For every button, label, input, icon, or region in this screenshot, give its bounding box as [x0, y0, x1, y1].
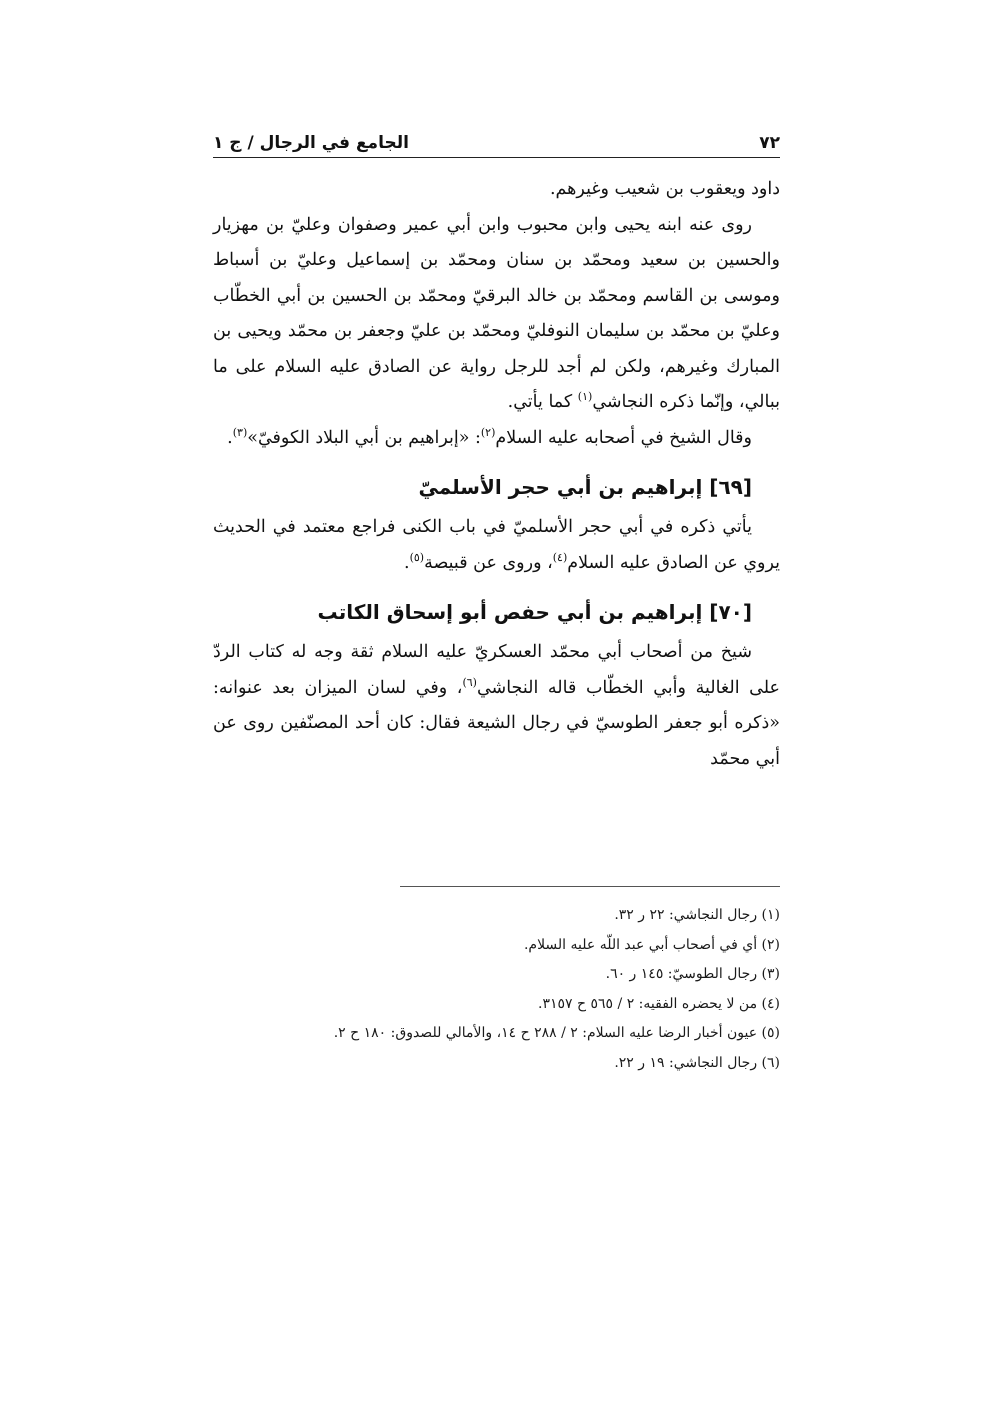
footnote-2: (٢) أي في أصحاب أبي عبد اللّه عليه السلام. [523, 936, 780, 953]
entry-text-69: يأتي ذكره في أبي حجر الأسلميّ في باب الكنى فراجع معتمد في الحديث يروي عن الصادق عليه السلام$^{(٤)}$، وروى عن قبيصة$^{(٥)}$. [213, 517, 780, 573]
footnote-6: (٦) رجال النجاشي: ١٩ ر ٢٢. [614, 1054, 780, 1071]
page-number: ٧٢ [759, 133, 780, 153]
footnote-4: (٤) من لا يحضره الفقيه: ٢ / ٥٦٥ ح ٣١٥٧. [538, 995, 780, 1012]
footnote-ref-5[interactable]: (٥) [409, 550, 425, 564]
entry-heading-69: [٦٩] إبراهيم بن أبي حجر الأسلميّ [418, 475, 752, 499]
footnote-5: (٥) عيون أخبار الرضا عليه السلام: ٢ / ٢٨٨ ح ١٤، والأمالي للصدوق: ١٨٠ ح ٢. [333, 1025, 780, 1041]
footnote-1: (١) رجال النجاشي: ٢٢ ر ٣٢. [614, 907, 780, 923]
entry-text-70: شيخ من أصحاب أبي محمّد العسكريّ عليه السلام ثقة وجه له كتاب الردّ على الغالية وأبي الخطّاب قاله النجاشي$^{(٦)}$، وفي لسان الميزان بعد عنوانه: «ذكره أبو جعفر الطوسيّ في رجال الشيعة فقال: كان أحد المصنّفين روى عن أبي محمّد [213, 642, 780, 769]
main-text [213, 172, 780, 777]
footnote-ref-2[interactable]: (٢) [480, 425, 496, 439]
footnote-separator [400, 886, 780, 887]
footnote-ref-4[interactable]: (٤) [552, 550, 568, 564]
paragraph-shaykh: وقال الشيخ في أصحابه عليه السلام$^{(٢)}$: «إبراهيم بن أبي البلاد الكوفيّ»$^{(٣)}$. [227, 425, 752, 448]
footnote-ref-6[interactable]: (٦) [462, 675, 477, 689]
book-title: الجامع في الرجال / ج ١ [213, 133, 409, 153]
footnote-3: (٣) رجال الطوسيّ: ١٤٥ ر ٦٠. [605, 966, 780, 982]
running-header [213, 122, 780, 158]
paragraph-continuation: داود ويعقوب بن شعيب وغيرهم. [549, 179, 780, 199]
paragraph-narrators: روى عنه ابنه يحيى وابن محبوب وابن أبي عمير وصفوان وعليّ بن مهزيار والحسين بن سعيد ومحمّد بن سنان ومحمّد بن إسماعيل وعليّ بن أسباط وموسى بن القاسم ومحمّد بن خالد البرقيّ ومحمّد بن الحسين بن أبي الخطّاب وعليّ بن محمّد بن سليمان النوفليّ ومحمّد بن عليّ وجعفر بن محمّد ويحيى بن المبارك وغيرهم، ولكن لم أجد للرجل رواية عن الصادق عليه السلام على ما ببالي، وإنّما ذكره النجاشي$^{(١)}$ كما يأتي. [213, 214, 780, 412]
footnote-ref-3[interactable]: (٣) [232, 425, 248, 439]
entry-heading-70: [٧٠] إبراهيم بن أبي حفص أبو إسحاق الكاتب [317, 600, 752, 624]
footnote-ref-1[interactable]: (١) [577, 390, 593, 404]
footnotes [213, 901, 780, 1078]
